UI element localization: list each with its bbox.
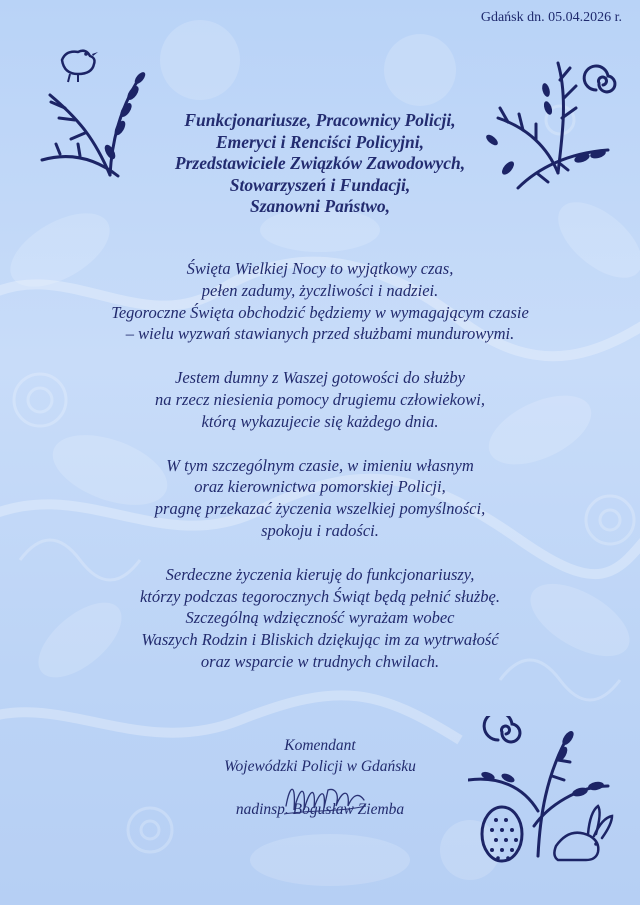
text-line: pełen zadumy, życzliwości i nadziei. — [201, 280, 439, 300]
text-line: pragnę przekazać życzenia wszelkiej pomyślności, — [154, 499, 486, 519]
text-line: na rzecz niesienia pomocy drugiemu człowiekowi, — [155, 389, 485, 409]
text-line: oraz wsparcie w trudnych chwilach. — [200, 651, 440, 671]
paragraph — [0, 564, 640, 673]
text-line: Serdeczne życzenia kieruję do funkcjonariuszy, — [165, 564, 475, 584]
place-and-date: Gdańsk dn. 05.04.2026 r. — [480, 10, 622, 25]
signatory-title: Komendant — [284, 737, 356, 754]
salutation-heading — [0, 110, 640, 218]
signatory-name: nadinsp. Bogusław Ziemba — [235, 801, 405, 818]
text-line: Waszych Rodzin i Bliskich dziękując im za wytrwałość — [141, 630, 499, 650]
letter-body — [0, 258, 640, 695]
text-line: W tym szczególnym czasie, w imieniu własnym — [166, 455, 474, 475]
salutation-line: Stowarzyszeń i Fundacji, — [229, 174, 411, 195]
text-line: którą wykazujecie się każdego dnia. — [201, 411, 439, 431]
text-line: Święta Wielkiej Nocy to wyjątkowy czas, — [186, 259, 454, 278]
text-line: oraz kierownictwa pomorskiej Policji, — [194, 477, 446, 497]
paragraph — [0, 455, 640, 542]
easter-egg-bunny-and-catkins-icon — [468, 716, 618, 866]
signatory-office: Wojewódzki Policji w Gdańsku — [224, 758, 416, 775]
text-line: Tegoroczne Święta obchodzić będziemy w wymagającym czasie — [111, 302, 529, 322]
paragraph — [0, 367, 640, 432]
text-line: Szczególną wdzięczność wyrażam wobec — [185, 608, 455, 628]
salutation-line: Przedstawiciele Związków Zawodowych, — [174, 153, 466, 173]
handwritten-signature — [280, 776, 370, 820]
paragraph — [0, 258, 640, 345]
text-line: Jestem dumny z Waszej gotowości do służby — [175, 368, 465, 388]
salutation-line: Emeryci i Renciści Policyjni, — [215, 131, 425, 152]
text-line: – wielu wyzwań stawianych przed służbami mundurowymi. — [125, 324, 515, 344]
salutation-line: Funkcjonariusze, Pracownicy Policji, — [184, 110, 456, 130]
salutation-line: Szanowni Państwo, — [249, 196, 391, 216]
text-line: którzy podczas tegorocznych Świąt będą pełnić służbę. — [139, 586, 501, 606]
text-line: spokoju i radości. — [261, 520, 379, 540]
